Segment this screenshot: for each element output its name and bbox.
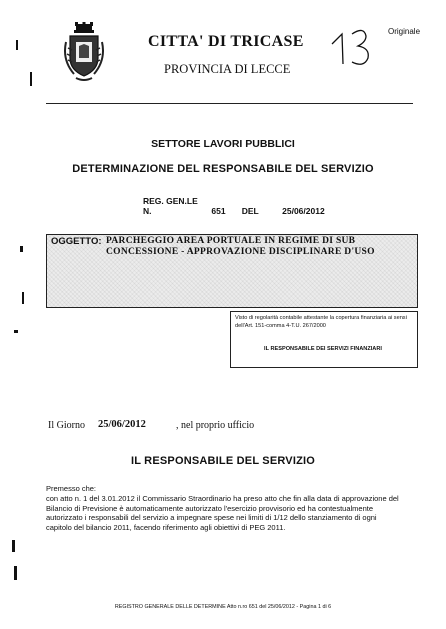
registration-line xyxy=(143,196,325,216)
scan-mark xyxy=(20,246,23,252)
page-footer: REGISTRO GENERALE DELLE DETERMINE Atto n.ro 651 del 25/06/2012 - Pagina 1 di 6 xyxy=(114,604,332,610)
visto-signature: IL RESPONSABILE DEI SERVIZI FINANZIARI xyxy=(264,346,382,352)
day-suffix: , nel proprio ufficio xyxy=(176,420,255,431)
scan-mark xyxy=(16,40,18,50)
province-title: PROVINCIA DI LECCE xyxy=(164,62,291,76)
body-paragraph: con atto n. 1 del 3.01.2012 il Commissario Straordinario ha preso atto che fin alla data di approvazione del Bilancio di Previsione è automaticamente autorizzato l'esercizio provvisorio ed ha contestualmente autorizzato i responsabili del servizio a impegnare spese nei limiti di 1/12 dello stanziamento di ogni capitolo del bilancio 2011, facendo riferimento agli obiettivi di PEG 2011. xyxy=(46,494,399,532)
registration-del-label: DEL xyxy=(241,206,259,216)
registration-number: 651 xyxy=(211,206,226,216)
scan-mark xyxy=(14,566,17,580)
responsible-title: IL RESPONSABILE DEL SERVIZIO xyxy=(130,455,316,467)
registration-label: REG. GEN.LE N. xyxy=(143,196,198,216)
scan-mark xyxy=(22,292,24,304)
oggetto-text: PARCHEGGIO AREA PORTUALE IN REGIME DI SUB CONCESSIONE - APPROVAZIONE DISCIPLINARE D'USO xyxy=(106,236,375,257)
scan-mark xyxy=(12,540,15,552)
scan-mark xyxy=(14,330,18,333)
city-title: CITTA' DI TRICASE xyxy=(148,33,304,50)
day-date: 25/06/2012 xyxy=(98,419,146,430)
coat-of-arms-icon xyxy=(64,22,104,84)
premesso-label: Premesso che: xyxy=(46,484,97,493)
oggetto-label: OGGETTO: xyxy=(51,236,102,247)
day-prefix: Il Giorno xyxy=(48,420,85,431)
department-title: SETTORE LAVORI PUBBLICI xyxy=(151,138,295,150)
registration-date: 25/06/2012 xyxy=(282,206,325,216)
copy-label: Originale xyxy=(388,27,421,36)
handwritten-number-mark xyxy=(330,24,376,68)
determination-title: DETERMINAZIONE DEL RESPONSABILE DEL SERVIZIO xyxy=(72,163,374,175)
header-divider xyxy=(46,103,413,104)
visto-text: Visto di regolarità contabile attestante la copertura finanziaria ai sensi dell'Art. 151-comma 4-T.U. 267/2000 xyxy=(235,315,407,329)
scan-mark xyxy=(30,72,32,86)
handwritten-number xyxy=(330,24,376,68)
